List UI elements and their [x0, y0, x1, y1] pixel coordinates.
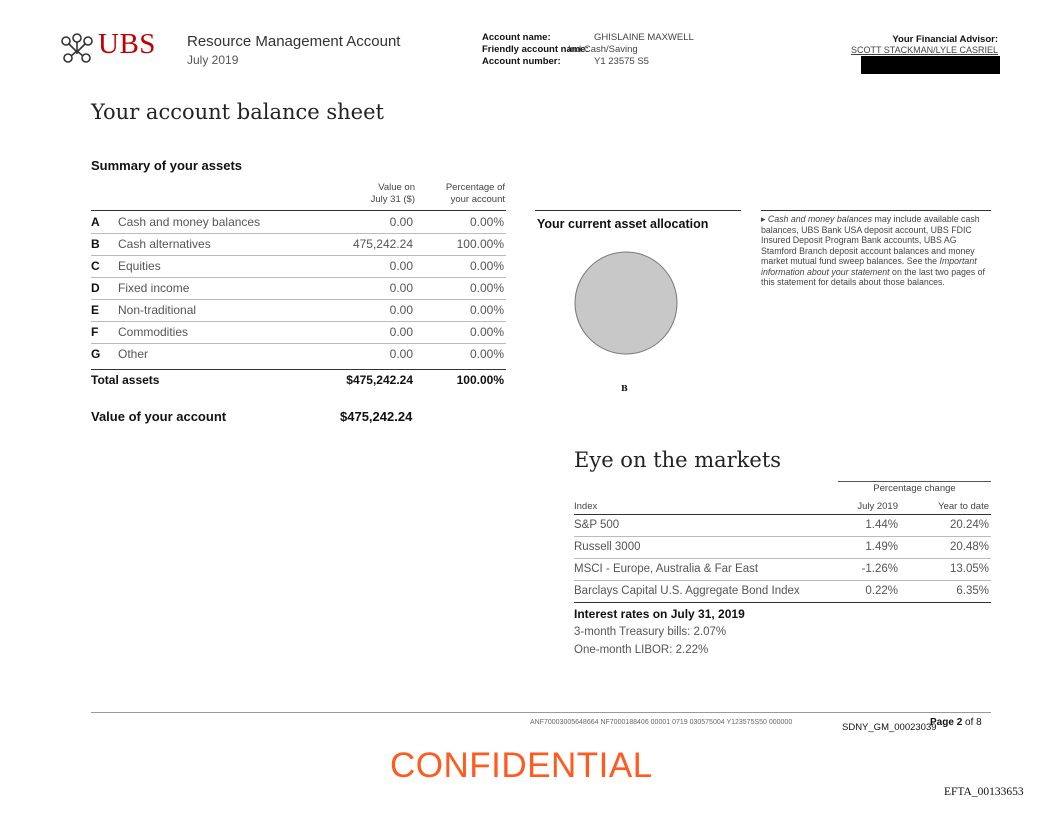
pct-change-label: Percentage change — [873, 483, 956, 494]
account-number-label: Account number: — [482, 56, 561, 67]
total-assets-row — [91, 369, 506, 388]
statement-title: Resource Management Account — [187, 33, 401, 50]
pie-slice-b — [575, 252, 677, 354]
market-month: -1.26% — [861, 563, 898, 575]
value-header-line1: Value on — [378, 182, 415, 193]
allocation-note — [761, 214, 993, 288]
market-ytd: 6.35% — [956, 585, 989, 597]
asset-pct: 100.00% — [456, 237, 504, 251]
ubs-keys-icon — [58, 32, 96, 66]
footer-rule — [91, 712, 991, 713]
efta-number: EFTA_00133653 — [944, 786, 1024, 798]
asset-name: Equities — [118, 259, 161, 273]
market-index: Barclays Capital U.S. Aggregate Bond Index — [574, 585, 800, 597]
pct-header-line1: Percentage of — [445, 182, 505, 193]
statement-code: ANF70003005648664 NF7000188406 00001 0719 030575004 Y123575S50 000000 — [530, 719, 793, 726]
asset-value: 0.00 — [389, 259, 413, 273]
market-row — [574, 537, 991, 559]
note-italic-2: Important information about your statement — [761, 256, 977, 277]
asset-value: 0.00 — [389, 281, 413, 295]
redaction-box — [861, 56, 1000, 74]
interest-rates-title: Interest rates on July 31, 2019 — [574, 607, 745, 621]
confidential-stamp: CONFIDENTIAL — [390, 746, 653, 785]
asset-row — [91, 211, 506, 234]
asset-value: 0.00 — [389, 347, 413, 361]
summary-title: Summary of your assets — [91, 158, 243, 173]
statement-date: July 2019 — [187, 53, 239, 67]
asset-name: Cash alternatives — [118, 237, 211, 251]
ytd-header: Year to date — [938, 501, 989, 512]
value-header-line2: July 31 ($) — [370, 194, 415, 205]
account-value: $475,242.24 — [340, 409, 413, 424]
market-ytd: 13.05% — [949, 563, 989, 575]
allocation-title: Your current asset allocation — [537, 217, 709, 231]
asset-row — [91, 299, 506, 322]
note-rule — [761, 210, 991, 211]
asset-letter: D — [91, 281, 100, 295]
account-value-label: Value of your account — [91, 409, 227, 424]
treasury-rate: 3-month Treasury bills: 2.07% — [574, 626, 727, 638]
market-month: 1.44% — [865, 519, 898, 531]
asset-name: Cash and money balances — [118, 215, 261, 229]
asset-letter: G — [91, 347, 101, 361]
total-label: Total assets — [91, 373, 160, 387]
total-pct: 100.00% — [456, 373, 504, 387]
allocation-rule — [535, 210, 741, 211]
note-italic-1: Cash and money balances — [767, 214, 873, 224]
asset-pct: 0.00% — [469, 259, 504, 273]
page-indicator — [930, 717, 982, 728]
note-text-2: on the last two pages of this statement for details about those balances. — [761, 266, 985, 287]
asset-row — [91, 343, 506, 365]
asset-value: 0.00 — [389, 215, 413, 229]
asset-value: 0.00 — [389, 303, 413, 317]
asset-letter: A — [91, 215, 100, 229]
advisor-label: Your Financial Advisor: — [892, 34, 998, 45]
total-value: $475,242.24 — [346, 373, 413, 387]
friendly-name-label: Friendly account name: — [482, 44, 589, 55]
asset-row — [91, 321, 506, 344]
page-number: 2 — [956, 717, 963, 728]
asset-name: Commodities — [118, 325, 189, 339]
bullet-icon: ▸ — [761, 214, 768, 224]
page-total: of 8 — [965, 717, 982, 728]
libor-rate: One-month LIBOR: 2.22% — [574, 644, 709, 656]
advisor-name: SCOTT STACKMAN/LYLE CASRIEL — [850, 45, 998, 55]
pie-slice-label: B — [621, 383, 628, 393]
asset-name: Other — [118, 347, 149, 361]
asset-value: 475,242.24 — [352, 237, 413, 251]
asset-row — [91, 255, 506, 278]
asset-pct: 0.00% — [469, 347, 504, 361]
account-number-value: Y1 23575 S5 — [594, 56, 649, 67]
asset-row — [91, 277, 506, 300]
friendly-name-value: Ind:Cash/Saving — [568, 44, 638, 55]
market-ytd: 20.48% — [949, 541, 989, 553]
asset-letter: C — [91, 259, 100, 273]
asset-name: Non-traditional — [118, 303, 197, 317]
market-row — [574, 581, 991, 603]
note-text-1: may include available cash balances, UBS Bank USA deposit account, UBS FDIC Insured Deposit Program Bank accounts, UBS AG Stamford Branch deposit account balances and money market mutual fund sweep balances. See the — [761, 214, 980, 266]
market-month: 1.49% — [865, 541, 898, 553]
asset-name: Fixed income — [118, 281, 190, 295]
asset-letter: E — [91, 303, 100, 317]
market-index: S&P 500 — [574, 519, 620, 531]
asset-pct: 0.00% — [469, 281, 504, 295]
markets-title: Eye on the markets — [574, 448, 782, 472]
account-name-label: Account name: — [482, 32, 551, 43]
page-word: Page — [930, 717, 954, 728]
market-index: Russell 3000 — [574, 541, 641, 553]
value-column-header — [371, 182, 415, 206]
asset-pct: 0.00% — [469, 303, 504, 317]
index-header: Index — [574, 501, 598, 512]
asset-pct: 0.00% — [469, 215, 504, 229]
market-ytd: 20.24% — [949, 519, 989, 531]
asset-pct: 0.00% — [469, 325, 504, 339]
page-title: Your account balance sheet — [91, 100, 384, 124]
market-row — [574, 559, 991, 581]
allocation-pie-chart — [573, 250, 679, 356]
month-header: July 2019 — [857, 501, 898, 512]
pct-column-header — [446, 182, 505, 206]
asset-row — [91, 233, 506, 256]
market-index: MSCI - Europe, Australia & Far East — [574, 563, 759, 575]
market-row — [574, 515, 991, 537]
markets-header-row — [574, 499, 991, 515]
pct-change-rule — [838, 481, 991, 482]
ubs-logo-text: UBS — [98, 28, 156, 60]
bates-number: SDNY_GM_00023039 — [842, 722, 937, 733]
market-month: 0.22% — [865, 585, 898, 597]
asset-letter: B — [91, 237, 100, 251]
asset-letter: F — [91, 325, 99, 339]
asset-value: 0.00 — [389, 325, 413, 339]
account-name-value: GHISLAINE MAXWELL — [594, 32, 694, 43]
pct-header-line2: your account — [450, 194, 505, 205]
